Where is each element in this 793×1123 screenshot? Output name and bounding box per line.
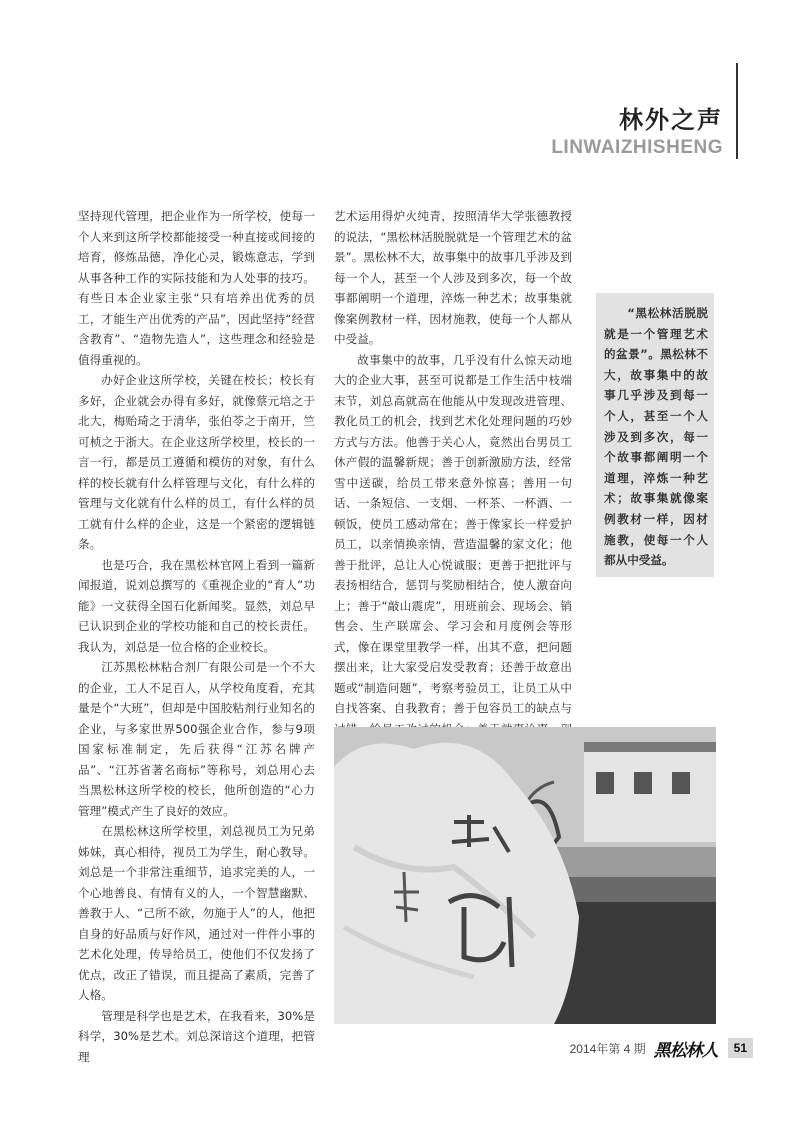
column-left <box>78 206 315 1067</box>
paragraph: 办好企业这所学校，关键在校长；校长有多好，企业就会办得有多好，就像蔡元培之于北大，梅贻琦之于清华，张伯苓之于南开，竺可桢之于浙大。在企业这所学校里，校长的一言一行，都是员工遵循和模仿的对象，有什么样的校长就有什么样管理与文化，有什么样的管理与文化就有什么样的员工，有什么样的员工就有什么样的企业，这是一个紧密的逻辑链条。 <box>78 373 315 551</box>
paragraph: 也是巧合，我在黑松林官网上看到一篇新闻报道，说刘总撰写的《重视企业的“育人”功能》一文获得全国石化新闻奖。显然，刘总早已认识到企业的学校功能和自己的校长责任。我认为，刘总是一位合格的企业校长。 <box>78 557 315 654</box>
issue-date: 2014年第 4 期 <box>569 1041 646 1056</box>
photo-illustration <box>334 727 716 1024</box>
magazine-logo: 黑松林人 <box>653 1040 718 1061</box>
paragraph: 艺术运用得炉火纯青，按照清华大学张德教授的说法，“黑松林活脱脱就是一个管理艺术的盆景”。黑松林不大，故事集中的故事几乎涉及到每一个人，甚至一个人涉及到多次，每一个故事都阐明一个道理，淬炼一种艺术；故事集就像案例教材一样，因材施教，使每一个人都从中受益。 <box>334 209 572 346</box>
photo-inscribed-rock <box>334 727 716 1024</box>
paragraph: 坚持现代管理，把企业作为一所学校，使每一个人来到这所学校都能接受一种直接或间接的培育，修炼品德，净化心灵，锻炼意志，学到从事各种工作的实际技能和为人处事的技巧。有些日本企业家主张“只有培养出优秀的员工，才能生产出优秀的产品”，因此坚持“经营含教育”、“造物先造人”，这些理念和经验是值得重视的。 <box>78 209 315 367</box>
pull-quote-box <box>596 293 714 577</box>
paragraph: 管理是科学也是艺术，在我看来，30%是科学，30%是艺术。刘总深谙这个道理，把管理 <box>78 1008 315 1064</box>
paragraph: 故事集中的故事，几乎没有什么惊天动地大的企业大事，甚至可说都是工作生活中枝端末节，刘总高就高在他能从中发现改进管理、教化员工的机会，找到艺术化处理问题的巧妙方式与方法。他善于关心人，竟然出台男员工休产假的温馨新规；善于创新激励方法，经常雪中送碳，给员工带来意外惊喜；善用一句话、一条短信、一支烟、一杯茶、一杯酒、一顿饭，使员工感动常在；善于像家长一样爱护员工，以亲情换亲情，营造温馨的家文化；他善于批评，总让人心悦诚服；更善于把批评与表扬相结合，惩罚与奖励相结合，使人激奋向上；善于“敲山震虎”，用班前会、现场会、销售会、生产联席会、学习会和月度例会等形式，像在课堂里教学一样，出其不意，把问题摆出来，让大家受启发受教育；还善于故意出题或“制造问题”，考察考验员工，让员工从中自找答案、自我教育；善于包容员工的缺点与 <box>334 352 572 715</box>
header-divider <box>736 63 738 159</box>
page-footer <box>570 1037 753 1059</box>
column-right <box>334 206 572 760</box>
paragraph: 江苏黑松林粘合剂厂有限公司是一个不大的企业，工人不足百人，从学校角度看，充其量是个“大班”，但却是中国胶粘剂行业知名的企业，与多家世界500强企业合作，参与9项国家标准制定，先后获得“江苏名牌产品”、“江苏省著名商标”等称号，刘总用心去当黑松林这所学校的校长，他所创造的“心力管理”模式产生了良好的效应。 <box>78 660 315 818</box>
column-title: 林外之声 <box>619 106 723 134</box>
page-number: 51 <box>728 1038 753 1058</box>
paragraph: 在黑松林这所学校里，刘总视员工为兄弟姊妹，真心相待，视员工为学生，耐心教导。刘总是一个非常注重细节，追求完美的人，一个心地善良、有情有义的人，一个智慧幽默、善教于人、“己所不欲，勿施于人”的人，他把自身的好品质与好作风，通过对一件件小事的艺术化处理，传导给员工，使他们不仅发扬了优点，改正了错误，而且提高了素质，完善了人格。 <box>78 824 315 1002</box>
pull-quote-text: “黑松林活脱脱就是一个管理艺术的盆景”。黑松林不大，故事集中的故事几乎涉及到每一个人，甚至一个人涉及到多次，每一个故事都阐明一个道理，淬炼一种艺术；故事集就像案例教材一样，因材施教，使每一个人都从中受益。 <box>604 306 708 568</box>
column-subtitle: LINWAIZHISHENG <box>551 137 723 158</box>
